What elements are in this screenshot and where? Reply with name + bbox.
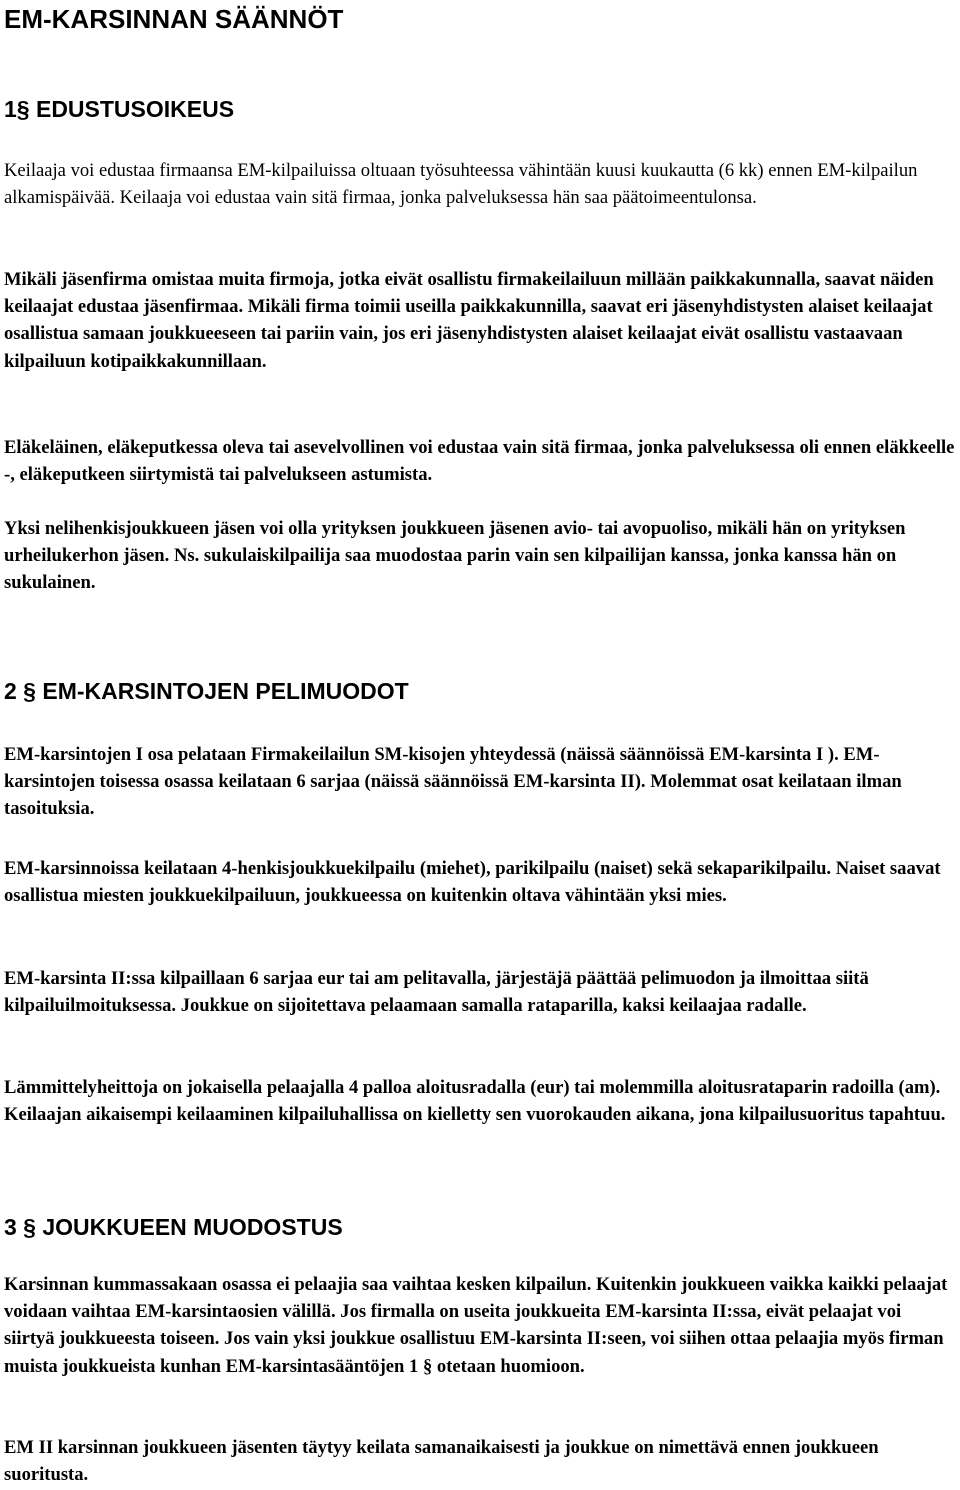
section-1-paragraph-4: Yksi nelihenkisjoukkueen jäsen voi olla yrityksen joukkueen jäsenen avio- tai avopuoliso, mikäli hän on yrityksen urheilukerhon jäsen. Ns. sukulaiskilpailija saa muodostaa parin vain sen kilpailijan kanssa, jonka kanssa hän on sukulainen.: [4, 518, 906, 594]
section-1-paragraph-1: Keilaaja voi edustaa firmaansa EM-kilpailuissa oltuaan työsuhteessa vähintään kuusi kuukautta (6 kk) ennen EM-kilpailun alkamispäivää. Keilaaja voi edustaa vain sitä firmaa, jonka palveluksessa hän saa päätoimeentulonsa.: [4, 160, 918, 209]
section-2-paragraph-4: Lämmittelyheittoja on jokaisella pelaajalla 4 palloa aloitusradalla (eur) tai molemmilla aloitusrataparin radoilla (am). Keilaajan aikaisempi keilaaminen kilpailuhallissa on kielletty sen vuorokauden aikana, jona kilpailusuoritus tapahtuu.: [4, 1077, 946, 1126]
section-3-paragraph-2: EM II karsinnan joukkueen jäsenten täytyy keilata samanaikaisesti ja joukkue on nimettävä ennen joukkueen suoritusta.: [4, 1437, 879, 1486]
section-3-paragraph-1: Karsinnan kummassakaan osassa ei pelaajia saa vaihtaa kesken kilpailun. Kuitenkin joukkueen vaikka kaikki pelaajat voidaan vaihtaa EM-karsintaosien välillä. Jos firmalla on useita joukkueita EM-karsinta II:ssa, eivät pelaajat voi siirtyä joukkueesta toiseen. Jos vain yksi joukkue osallistuu EM-karsinta II:seen, voi siihen ottaa pelaajia myös firman muista joukkueista kunhan EM-karsintasääntöjen 1 § otetaan huomioon.: [4, 1274, 948, 1377]
section-heading-2: 2 § EM-KARSINTOJEN PELIMUODOT: [4, 678, 409, 704]
section-2-paragraph-1: EM-karsintojen I osa pelataan Firmakeilailun SM-kisojen yhteydessä (näissä säännöissä EM-karsinta I ). EM-karsintojen toisessa osassa keilataan 6 sarjaa (näissä säännöissä EM-karsinta II). Molemmat osat keilataan ilman tasoituksia.: [4, 744, 902, 820]
section-heading-1: 1§ EDUSTUSOIKEUS: [4, 96, 235, 122]
section-1-paragraph-3: Eläkeläinen, eläkeputkessa oleva tai asevelvollinen voi edustaa vain sitä firmaa, jonka palveluksessa oli ennen eläkkeelle -, eläkeputkeen siirtymistä tai palvelukseen astumista.: [4, 437, 955, 486]
section-1-paragraph-2: Mikäli jäsenfirma omistaa muita firmoja, jotka eivät osallistu firmakeilailuun millään paikkakunnalla, saavat näiden keilaajat edustaa jäsenfirmaa. Mikäli firma toimii useilla paikkakunnilla, saavat eri jäsenyhdistysten alaiset keilaajat osallistua samaan joukkueeseen tai pariin vain, jos eri jäsenyhdistysten alaiset keilaajat eivät osallistu vastaavaan kilpailuun kotipaikkakunnillaan.: [4, 269, 934, 372]
section-2-paragraph-2: EM-karsinnoissa keilataan 4-henkisjoukkuekilpailu (miehet), parikilpailu (naiset) sekä sekaparikilpailu. Naiset saavat osallistua miesten joukkuekilpailuun, joukkueessa on kuitenkin oltava vähintään yksi mies.: [4, 858, 941, 907]
section-heading-3: 3 § JOUKKUEEN MUODOSTUS: [4, 1214, 343, 1240]
section-2-paragraph-3: EM-karsinta II:ssa kilpaillaan 6 sarjaa eur tai am pelitavalla, järjestäjä päättää pelimuodon ja ilmoittaa siitä kilpailuilmoituksessa. Joukkue on sijoitettava pelaamaan samalla rataparilla, kaksi keilaajaa radalle.: [4, 968, 869, 1017]
document-title: EM-KARSINNAN SÄÄNNÖT: [4, 4, 344, 34]
